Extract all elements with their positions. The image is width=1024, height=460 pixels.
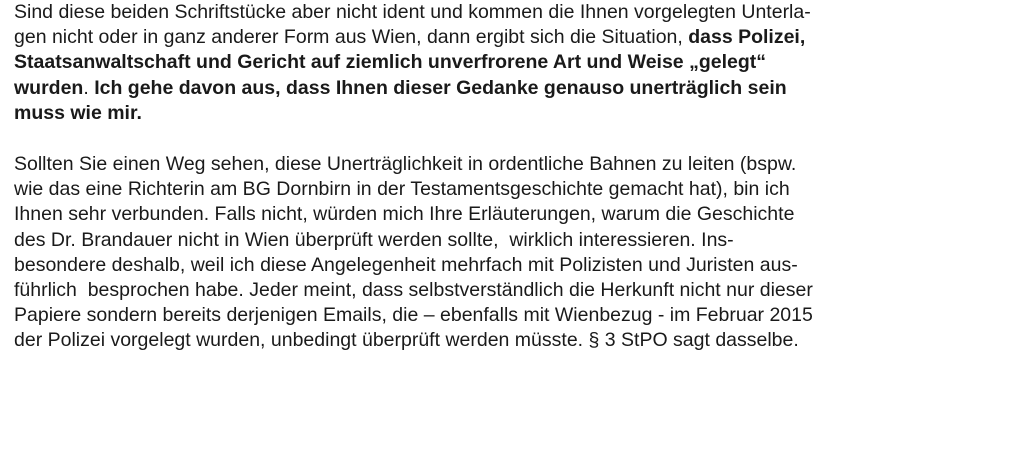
bold-text-segment: Ich gehe davon aus, dass Ihnen dieser Gedanke genauso unerträglich sein [94, 76, 787, 99]
bold-text-segment: muss wie mir. [14, 101, 142, 124]
text-segment: wie das eine Richterin am BG Dornbirn in der Testamentsgeschichte gemacht hat), bin ich [14, 178, 790, 201]
text-segment: des Dr. Brandauer nicht in Wien überprüft werden sollte, wirklich interessieren. Ins- [14, 228, 734, 251]
text-segment: besondere deshalb, weil ich diese Angelegenheit mehrfach mit Polizisten und Juristen aus- [14, 253, 798, 276]
bold-text-segment: Staatsanwaltschaft und Gericht auf ziemlich unverfrorene Art und Weise „gelegt“ [14, 51, 766, 74]
text-line [14, 253, 1014, 278]
text-segment: der Polizei vorgelegt wurden, unbedingt überprüft werden müsste. § 3 StPO sagt dasselbe. [14, 329, 799, 352]
text-line [14, 76, 1014, 101]
text-line [14, 152, 1014, 177]
text-segment: gen nicht oder in ganz anderer Form aus Wien, dann ergibt sich die Situation, [14, 26, 689, 49]
text-line [14, 50, 1014, 75]
text-line [14, 228, 1014, 253]
text-segment: . [83, 76, 95, 99]
document-body [14, 0, 1014, 354]
text-segment: Papiere sondern bereits derjenigen Emails, die – ebenfalls mit Wienbezug - im Februar 2015 [14, 304, 813, 327]
text-segment: führlich besprochen habe. Jeder meint, dass selbstverständlich die Herkunft nicht nur dieser [14, 279, 813, 302]
text-line [14, 328, 1014, 353]
text-segment: Sollten Sie einen Weg sehen, diese Unerträglichkeit in ordentliche Bahnen zu leiten (bspw. [14, 153, 797, 176]
text-line [14, 25, 1014, 50]
bold-text-segment: wurden [14, 76, 84, 99]
text-line [14, 303, 1014, 328]
text-line [14, 202, 1014, 227]
text-line [14, 0, 1014, 25]
text-line [14, 177, 1014, 202]
text-segment: Ihnen sehr verbunden. Falls nicht, würden mich Ihre Erläuterungen, warum die Geschichte [14, 203, 795, 226]
paragraph [14, 152, 1014, 354]
document-page [14, 0, 1014, 354]
paragraph [14, 0, 1014, 126]
text-line [14, 278, 1014, 303]
bold-text-segment: dass Polizei, [688, 26, 806, 49]
text-line [14, 101, 1014, 126]
text-segment: Sind diese beiden Schriftstücke aber nicht ident und kommen die Ihnen vorgelegten Unterla- [14, 1, 811, 23]
